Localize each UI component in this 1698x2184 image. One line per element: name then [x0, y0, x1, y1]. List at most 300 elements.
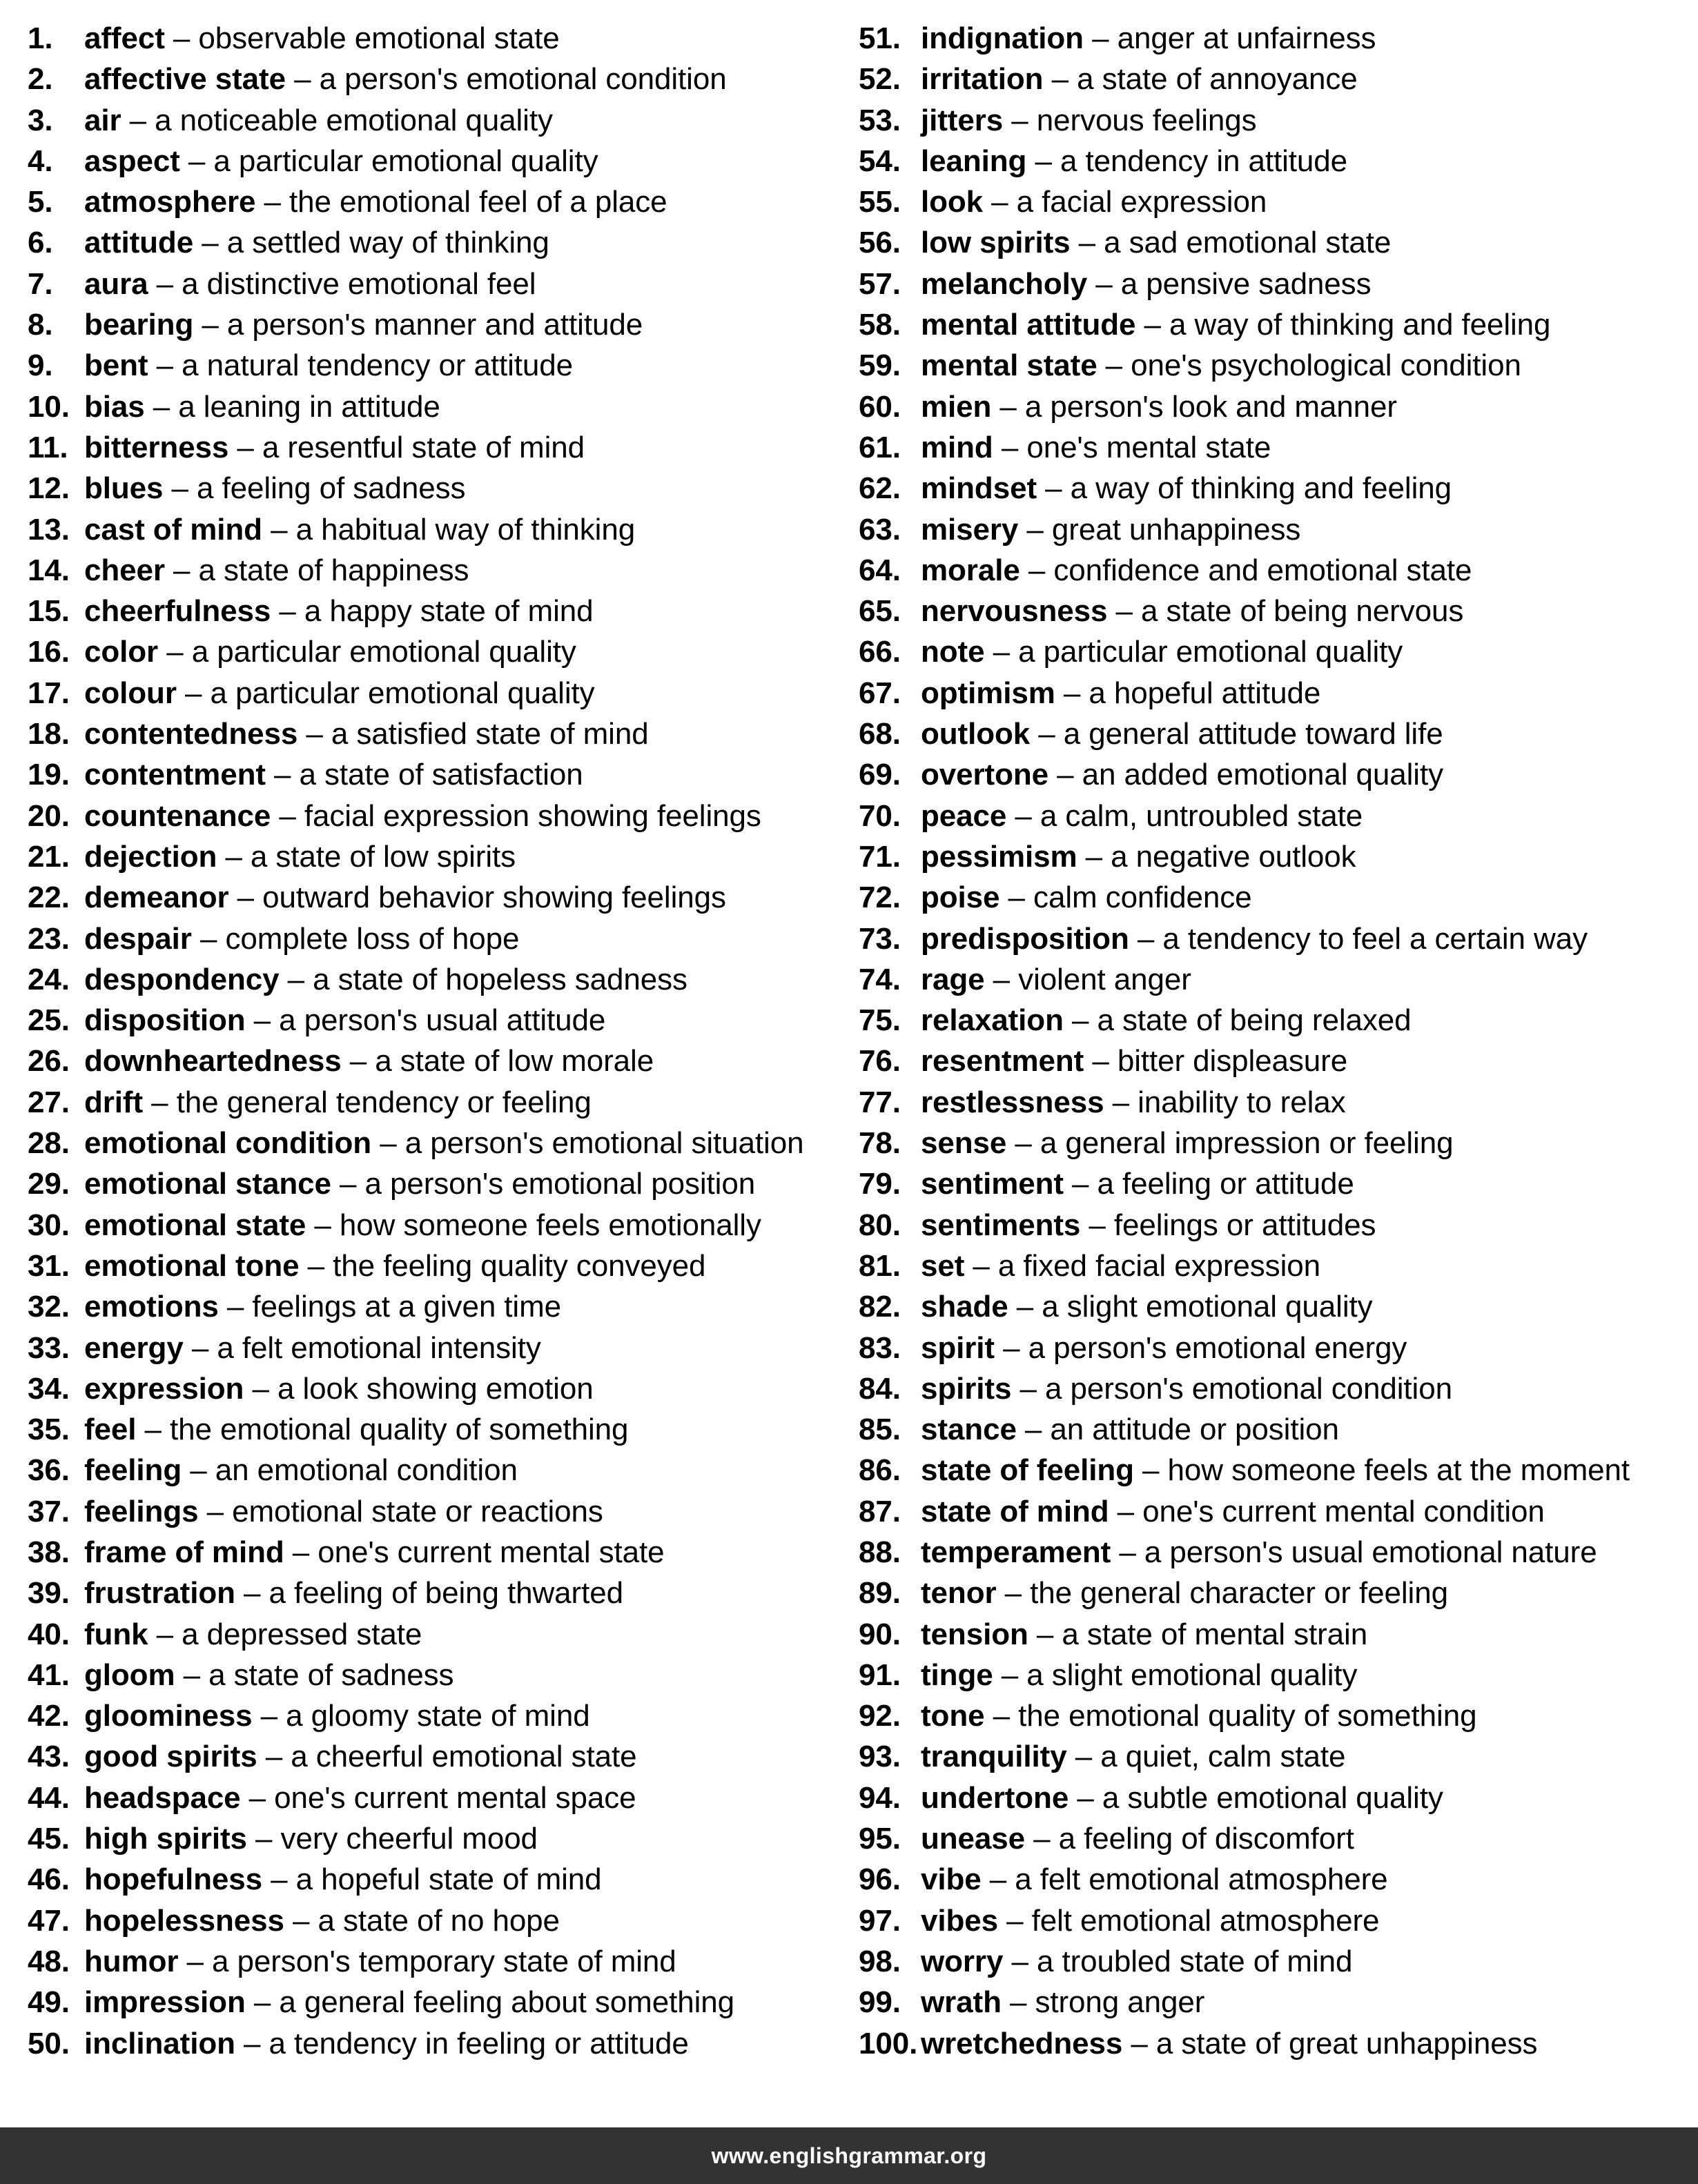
item-number: 6.	[28, 226, 53, 260]
item-body	[84, 264, 845, 304]
item-number: 10.	[28, 389, 70, 424]
item-definition: – a state of mental strain	[1028, 1617, 1368, 1651]
item-definition: – a subtle emotional quality	[1068, 1780, 1443, 1815]
item-body	[84, 1450, 845, 1491]
item-number: 24.	[28, 962, 70, 996]
item-definition: – a person's emotional situation	[371, 1126, 804, 1161]
item-term: frustration	[84, 1576, 235, 1611]
item-term: good spirits	[84, 1740, 257, 1774]
item-term: bitterness	[84, 430, 229, 464]
item-definition: – an attitude or position	[1016, 1413, 1339, 1447]
list-item	[859, 345, 1679, 386]
item-term: vibes	[921, 1903, 999, 1938]
item-number: 3.	[28, 103, 53, 137]
list-item	[28, 1614, 845, 1655]
item-number: 88.	[859, 1535, 901, 1569]
item-definition: – a feeling or attitude	[1063, 1167, 1354, 1201]
item-body	[921, 1368, 1679, 1409]
two-column-layout	[15, 18, 1683, 2064]
list-item	[28, 550, 845, 591]
item-definition: – a particular emotional quality	[984, 635, 1403, 669]
item-definition: – a state of great unhappiness	[1122, 2026, 1538, 2060]
list-item	[859, 1573, 1679, 1613]
item-definition: – complete loss of hope	[191, 921, 520, 956]
item-term: spirits	[921, 1371, 1012, 1406]
item-number: 78.	[859, 1126, 901, 1161]
item-number: 47.	[28, 1903, 70, 1938]
item-number: 17.	[28, 676, 70, 710]
item-body	[84, 345, 845, 386]
item-number: 35.	[28, 1413, 70, 1447]
list-item	[859, 1286, 1679, 1327]
item-term: dejection	[84, 839, 217, 874]
item-term: feeling	[84, 1453, 182, 1488]
item-term: rage	[921, 962, 985, 996]
item-body	[921, 1491, 1679, 1532]
item-number: 77.	[859, 1085, 901, 1119]
item-term: feelings	[84, 1494, 199, 1528]
item-body	[921, 1900, 1679, 1941]
item-definition: – a gloomy state of mind	[252, 1699, 590, 1733]
item-number: 58.	[859, 308, 901, 342]
list-item	[859, 1778, 1679, 1818]
item-definition: – a feeling of sadness	[163, 471, 466, 506]
item-body	[84, 1818, 845, 1859]
item-term: state of mind	[921, 1494, 1109, 1528]
item-term: tension	[921, 1617, 1028, 1651]
item-number: 54.	[859, 144, 901, 178]
item-term: shade	[921, 1290, 1008, 1324]
item-term: cheerfulness	[84, 594, 271, 629]
item-number: 13.	[28, 512, 70, 547]
item-definition: – a person's emotional position	[331, 1167, 756, 1201]
item-body	[921, 714, 1679, 754]
list-item	[28, 1328, 845, 1368]
item-term: pessimism	[921, 839, 1077, 874]
item-number: 21.	[28, 839, 70, 874]
item-term: nervousness	[921, 594, 1108, 629]
item-term: headspace	[84, 1780, 241, 1815]
item-definition: – very cheerful mood	[246, 1822, 538, 1856]
item-term: set	[921, 1248, 965, 1283]
item-body	[921, 141, 1679, 181]
item-definition: – one's current mental condition	[1109, 1494, 1545, 1528]
list-item	[859, 1450, 1679, 1491]
item-number: 72.	[859, 881, 901, 915]
item-definition: – a general impression or feeling	[1006, 1126, 1454, 1161]
item-definition: – a state of happiness	[164, 553, 469, 587]
item-term: despondency	[84, 962, 280, 996]
item-body	[921, 181, 1679, 222]
item-body	[921, 386, 1679, 427]
list-item	[28, 304, 845, 345]
item-term: atmosphere	[84, 185, 256, 219]
list-item	[859, 1655, 1679, 1695]
item-term: sentiment	[921, 1167, 1064, 1201]
item-definition: – a person's temporary state of mind	[178, 1944, 676, 1978]
item-number: 45.	[28, 1822, 70, 1856]
item-term: attitude	[84, 226, 194, 260]
list-item	[28, 714, 845, 754]
list-item	[28, 264, 845, 304]
list-item	[859, 509, 1679, 550]
item-body	[84, 1573, 845, 1613]
item-term: energy	[84, 1330, 184, 1365]
list-item	[859, 796, 1679, 836]
list-item	[859, 1163, 1679, 1204]
list-item	[859, 1859, 1679, 1900]
item-definition: – a person's usual emotional nature	[1111, 1535, 1597, 1569]
list-item	[859, 1368, 1679, 1409]
item-number: 94.	[859, 1780, 901, 1815]
synonym-list-left	[28, 18, 845, 2064]
list-item	[859, 1491, 1679, 1532]
item-definition: – one's mental state	[993, 430, 1271, 464]
item-definition: – the emotional quality of something	[136, 1413, 629, 1447]
item-body	[84, 1859, 845, 1900]
item-number: 52.	[859, 62, 901, 97]
item-definition: – a troubled state of mind	[1003, 1944, 1353, 1978]
item-number: 49.	[28, 1985, 70, 2020]
item-definition: – a distinctive emotional feel	[148, 266, 536, 301]
list-item	[859, 1123, 1679, 1163]
item-term: emotional state	[84, 1208, 306, 1242]
item-number: 80.	[859, 1208, 901, 1242]
item-term: irritation	[921, 62, 1044, 97]
item-body	[921, 631, 1679, 672]
list-item	[28, 18, 845, 59]
item-definition: – a pensive sadness	[1087, 266, 1372, 301]
item-body	[84, 550, 845, 591]
item-body	[921, 918, 1679, 959]
item-term: mental state	[921, 348, 1097, 383]
item-number: 63.	[859, 512, 901, 547]
list-item	[28, 222, 845, 263]
list-item	[28, 1900, 845, 1941]
item-body	[84, 1286, 845, 1327]
list-item	[859, 2023, 1679, 2064]
item-term: stance	[921, 1413, 1017, 1447]
item-definition: – feelings at a given time	[218, 1290, 562, 1324]
item-definition: – feelings or attitudes	[1080, 1208, 1376, 1242]
list-item	[28, 1082, 845, 1123]
item-number: 79.	[859, 1167, 901, 1201]
item-definition: – a leaning in attitude	[144, 389, 440, 424]
item-number: 70.	[859, 798, 901, 833]
item-definition: – a noticeable emotional quality	[121, 103, 553, 137]
item-definition: – one's current mental state	[284, 1535, 665, 1569]
item-definition: – a person's emotional condition	[285, 62, 727, 97]
item-number: 15.	[28, 594, 70, 629]
list-item	[28, 1859, 845, 1900]
list-item	[28, 1491, 845, 1532]
list-item	[28, 1368, 845, 1409]
item-term: impression	[84, 1985, 246, 2020]
item-term: peace	[921, 798, 1007, 833]
list-item	[859, 754, 1679, 795]
item-term: emotional stance	[84, 1167, 331, 1201]
list-item	[859, 181, 1679, 222]
item-body	[84, 100, 845, 141]
item-body	[921, 468, 1679, 509]
item-term: tenor	[921, 1576, 997, 1611]
item-definition: – a facial expression	[983, 185, 1267, 219]
item-body	[84, 796, 845, 836]
item-number: 53.	[859, 103, 901, 137]
item-definition: – a feeling of being thwarted	[235, 1576, 623, 1611]
item-number: 5.	[28, 185, 53, 219]
item-number: 87.	[859, 1494, 901, 1528]
item-term: morale	[921, 553, 1020, 587]
list-item	[28, 1573, 845, 1613]
item-definition: – observable emotional state	[164, 21, 560, 55]
list-item	[859, 304, 1679, 345]
item-definition: – a state of low spirits	[217, 839, 516, 874]
item-number: 51.	[859, 21, 901, 55]
item-body	[84, 918, 845, 959]
list-item	[28, 631, 845, 672]
item-term: undertone	[921, 1780, 1069, 1815]
item-definition: – one's psychological condition	[1097, 348, 1521, 383]
list-item	[859, 836, 1679, 877]
item-definition: – an emotional condition	[182, 1453, 518, 1488]
item-definition: – a felt emotional atmosphere	[981, 1862, 1388, 1897]
list-item	[28, 59, 845, 99]
item-number: 65.	[859, 594, 901, 629]
item-number: 62.	[859, 471, 901, 506]
item-number: 16.	[28, 635, 70, 669]
list-item	[859, 1695, 1679, 1736]
item-number: 64.	[859, 553, 901, 587]
item-term: colour	[84, 676, 177, 710]
item-body	[84, 673, 845, 714]
list-item	[859, 1736, 1679, 1777]
item-definition: – a general feeling about something	[245, 1985, 734, 2020]
item-body	[921, 1573, 1679, 1613]
item-definition: – a satisfied state of mind	[297, 717, 649, 751]
list-item	[859, 427, 1679, 468]
item-body	[84, 1041, 845, 1081]
item-number: 33.	[28, 1330, 70, 1365]
list-item	[859, 141, 1679, 181]
list-item	[28, 1163, 845, 1204]
item-body	[921, 1818, 1679, 1859]
item-term: feel	[84, 1413, 137, 1447]
item-definition: – the emotional quality of something	[984, 1699, 1477, 1733]
item-body	[921, 1695, 1679, 1736]
item-number: 85.	[859, 1413, 901, 1447]
item-number: 74.	[859, 962, 901, 996]
item-number: 81.	[859, 1248, 901, 1283]
list-item	[28, 509, 845, 550]
item-definition: – a look showing emotion	[244, 1371, 594, 1406]
item-body	[84, 877, 845, 918]
item-number: 9.	[28, 348, 53, 383]
item-body	[84, 509, 845, 550]
item-definition: – a feeling of discomfort	[1025, 1822, 1354, 1856]
item-definition: – the general character or feeling	[996, 1576, 1448, 1611]
item-definition: – a slight emotional quality	[1008, 1290, 1373, 1324]
item-number: 90.	[859, 1617, 901, 1651]
item-term: emotions	[84, 1290, 219, 1324]
item-definition: – a tendency in feeling or attitude	[235, 2026, 689, 2060]
item-definition: – anger at unfairness	[1083, 21, 1376, 55]
item-term: affect	[84, 21, 165, 55]
item-definition: – the emotional feel of a place	[255, 185, 667, 219]
item-term: overtone	[921, 758, 1049, 792]
item-term: hopelessness	[84, 1903, 284, 1938]
list-item	[859, 1941, 1679, 1982]
item-definition: – nervous feelings	[1003, 103, 1257, 137]
list-item	[859, 18, 1679, 59]
item-term: mindset	[921, 471, 1037, 506]
item-definition: – a particular emotional quality	[158, 635, 576, 669]
item-term: unease	[921, 1822, 1026, 1856]
item-definition: – violent anger	[984, 962, 1191, 996]
list-item	[28, 1778, 845, 1818]
item-body	[84, 386, 845, 427]
item-number: 100.	[859, 2026, 918, 2060]
item-term: bearing	[84, 308, 194, 342]
item-body	[84, 1123, 845, 1163]
item-number: 96.	[859, 1862, 901, 1897]
list-item	[859, 1041, 1679, 1081]
item-number: 89.	[859, 1576, 901, 1611]
item-body	[921, 1450, 1679, 1491]
item-body	[921, 100, 1679, 141]
item-body	[84, 1736, 845, 1777]
item-number: 59.	[859, 348, 901, 383]
item-number: 25.	[28, 1003, 70, 1038]
item-body	[921, 1532, 1679, 1573]
list-item	[859, 264, 1679, 304]
item-number: 40.	[28, 1617, 70, 1651]
item-number: 37.	[28, 1494, 70, 1528]
item-number: 27.	[28, 1085, 70, 1119]
item-number: 22.	[28, 881, 70, 915]
item-number: 76.	[859, 1044, 901, 1079]
item-body	[921, 1163, 1679, 1204]
item-term: demeanor	[84, 881, 229, 915]
item-body	[84, 304, 845, 345]
item-number: 44.	[28, 1780, 70, 1815]
item-number: 61.	[859, 430, 901, 464]
item-body	[84, 1328, 845, 1368]
item-definition: – confidence and emotional state	[1019, 553, 1472, 587]
item-body	[921, 591, 1679, 631]
item-number: 32.	[28, 1290, 70, 1324]
item-body	[921, 1655, 1679, 1695]
item-term: mind	[921, 430, 993, 464]
item-definition: – a slight emotional quality	[993, 1657, 1358, 1692]
item-definition: – a particular emotional quality	[176, 676, 595, 710]
item-number: 12.	[28, 471, 70, 506]
item-definition: – a depressed state	[148, 1617, 422, 1651]
item-term: spirit	[921, 1330, 995, 1365]
list-item	[859, 959, 1679, 1000]
item-body	[921, 18, 1679, 59]
item-body	[84, 1655, 845, 1695]
item-term: cast of mind	[84, 512, 262, 547]
item-definition: – how someone feels emotionally	[306, 1208, 761, 1242]
item-term: tinge	[921, 1657, 993, 1692]
item-number: 4.	[28, 144, 53, 178]
item-number: 8.	[28, 308, 53, 342]
item-body	[84, 1900, 845, 1941]
item-body	[921, 1859, 1679, 1900]
item-body	[84, 2023, 845, 2064]
item-term: despair	[84, 921, 192, 956]
item-number: 30.	[28, 1208, 70, 1242]
item-number: 11.	[28, 430, 68, 464]
item-term: gloominess	[84, 1699, 253, 1733]
item-number: 57.	[859, 266, 901, 301]
item-definition: – the feeling quality conveyed	[299, 1248, 706, 1283]
item-term: air	[84, 103, 121, 137]
list-item	[859, 591, 1679, 631]
synonym-list-right	[859, 18, 1679, 2064]
item-definition: – a tendency in attitude	[1026, 144, 1348, 178]
item-body	[921, 1286, 1679, 1327]
item-body	[921, 427, 1679, 468]
item-number: 42.	[28, 1699, 70, 1733]
item-body	[84, 222, 845, 263]
list-item	[28, 468, 845, 509]
item-body	[921, 59, 1679, 99]
list-item	[28, 141, 845, 181]
item-number: 66.	[859, 635, 901, 669]
item-term: humor	[84, 1944, 179, 1978]
item-body	[921, 1041, 1679, 1081]
list-item	[859, 386, 1679, 427]
item-definition: – a state of annoyance	[1043, 62, 1358, 97]
item-body	[921, 877, 1679, 918]
list-item	[859, 1532, 1679, 1573]
item-body	[921, 550, 1679, 591]
item-body	[84, 1941, 845, 1982]
item-body	[84, 1532, 845, 1573]
item-definition: – a state of satisfaction	[265, 758, 583, 792]
item-term: drift	[84, 1085, 144, 1119]
item-term: state of feeling	[921, 1453, 1134, 1488]
item-body	[921, 796, 1679, 836]
item-term: downheartedness	[84, 1044, 342, 1079]
item-definition: – great unhappiness	[1018, 512, 1301, 547]
item-body	[921, 754, 1679, 795]
item-number: 7.	[28, 266, 53, 301]
item-term: optimism	[921, 676, 1055, 710]
item-term: misery	[921, 512, 1019, 547]
item-term: aura	[84, 266, 148, 301]
item-term: gloom	[84, 1657, 175, 1692]
item-definition: – a sad emotional state	[1070, 226, 1392, 260]
item-body	[921, 1000, 1679, 1041]
page-footer	[0, 2127, 1698, 2184]
item-term: disposition	[84, 1003, 246, 1038]
item-body	[921, 345, 1679, 386]
item-definition: – a quiet, calm state	[1066, 1740, 1346, 1774]
list-item	[28, 2023, 845, 2064]
item-body	[921, 836, 1679, 877]
item-number: 67.	[859, 676, 901, 710]
item-body	[921, 1123, 1679, 1163]
item-body	[84, 1695, 845, 1736]
item-definition: – strong anger	[1001, 1985, 1205, 2020]
item-term: jitters	[921, 103, 1004, 137]
item-body	[84, 754, 845, 795]
item-number: 86.	[859, 1453, 901, 1488]
item-term: outlook	[921, 717, 1031, 751]
